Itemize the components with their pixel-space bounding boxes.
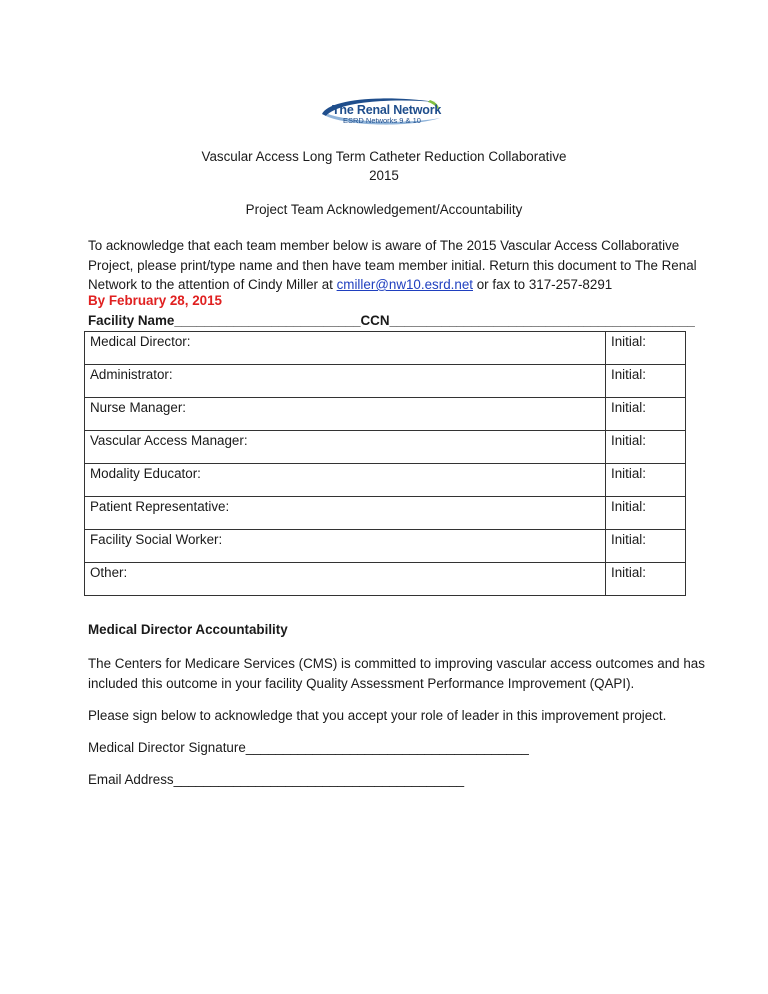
intro-line-3-prefix: Network to the attention of Cindy Miller at	[88, 277, 337, 292]
cms-line-2: included this outcome in your facility Quality Assessment Performance Improvement (QAPI).	[88, 675, 635, 691]
role-cell[interactable]: Facility Social Worker:	[85, 530, 606, 563]
table-row	[85, 332, 686, 365]
role-cell[interactable]: Patient Representative:	[85, 497, 606, 530]
document-year: 2015	[369, 168, 399, 183]
table-row	[85, 431, 686, 464]
sign-instruction: Please sign below to acknowledge that you accept your role of leader in this improvement project.	[88, 708, 667, 723]
role-cell[interactable]: Modality Educator:	[85, 464, 606, 497]
initial-cell[interactable]: Initial:	[606, 431, 686, 464]
table-row	[85, 563, 686, 596]
table-row	[85, 464, 686, 497]
table-row	[85, 365, 686, 398]
intro-line-3-suffix: or fax to 317-257-8291	[473, 277, 613, 292]
role-cell[interactable]: Nurse Manager:	[85, 398, 606, 431]
email-link[interactable]: cmiller@nw10.esrd.net	[336, 277, 473, 292]
role-cell[interactable]: Medical Director:	[85, 332, 606, 365]
role-cell[interactable]: Vascular Access Manager:	[85, 431, 606, 464]
logo-name: The Renal Network	[332, 103, 442, 117]
initial-cell[interactable]: Initial:	[606, 365, 686, 398]
intro-line-2: Project, please print/type name and then have team member initial. Return this document to The Renal	[88, 257, 697, 273]
role-cell[interactable]: Administrator:	[85, 365, 606, 398]
initial-cell[interactable]: Initial:	[606, 332, 686, 365]
table-row	[85, 497, 686, 530]
signature-field[interactable]: Medical Director Signature______________________________________	[88, 740, 529, 755]
table-row	[85, 398, 686, 431]
initial-cell[interactable]: Initial:	[606, 464, 686, 497]
logo-subtitle: ESRD Networks 9 & 10	[343, 116, 421, 125]
initial-cell[interactable]: Initial:	[606, 563, 686, 596]
accountability-heading: Medical Director Accountability	[88, 622, 288, 637]
intro-paragraph	[88, 236, 697, 295]
document-title: Vascular Access Long Term Catheter Reduction Collaborative	[201, 149, 567, 164]
table-row	[85, 530, 686, 563]
cms-paragraph	[88, 654, 705, 693]
initial-cell[interactable]: Initial:	[606, 530, 686, 563]
initial-cell[interactable]: Initial:	[606, 497, 686, 530]
intro-line-3	[88, 275, 688, 295]
initial-cell[interactable]: Initial:	[606, 398, 686, 431]
team-table	[84, 331, 686, 596]
cms-line-1: The Centers for Medicare Services (CMS) is committed to improving vascular access outcomes and has	[88, 656, 705, 671]
document-subtitle: Project Team Acknowledgement/Accountability	[245, 202, 523, 217]
renal-network-logo	[318, 96, 444, 130]
intro-line-1: To acknowledge that each team member below is aware of The 2015 Vascular Access Collaborative	[88, 238, 680, 253]
ccn-field[interactable]: CCN_________________________________________	[360, 313, 695, 328]
facility-ccn-line	[88, 313, 695, 328]
email-address-field[interactable]: Email Address_______________________________________	[88, 772, 465, 787]
role-cell[interactable]: Other:	[85, 563, 606, 596]
deadline-text: By February 28, 2015	[88, 293, 222, 308]
facility-name-field[interactable]: Facility Name_________________________	[88, 313, 361, 328]
